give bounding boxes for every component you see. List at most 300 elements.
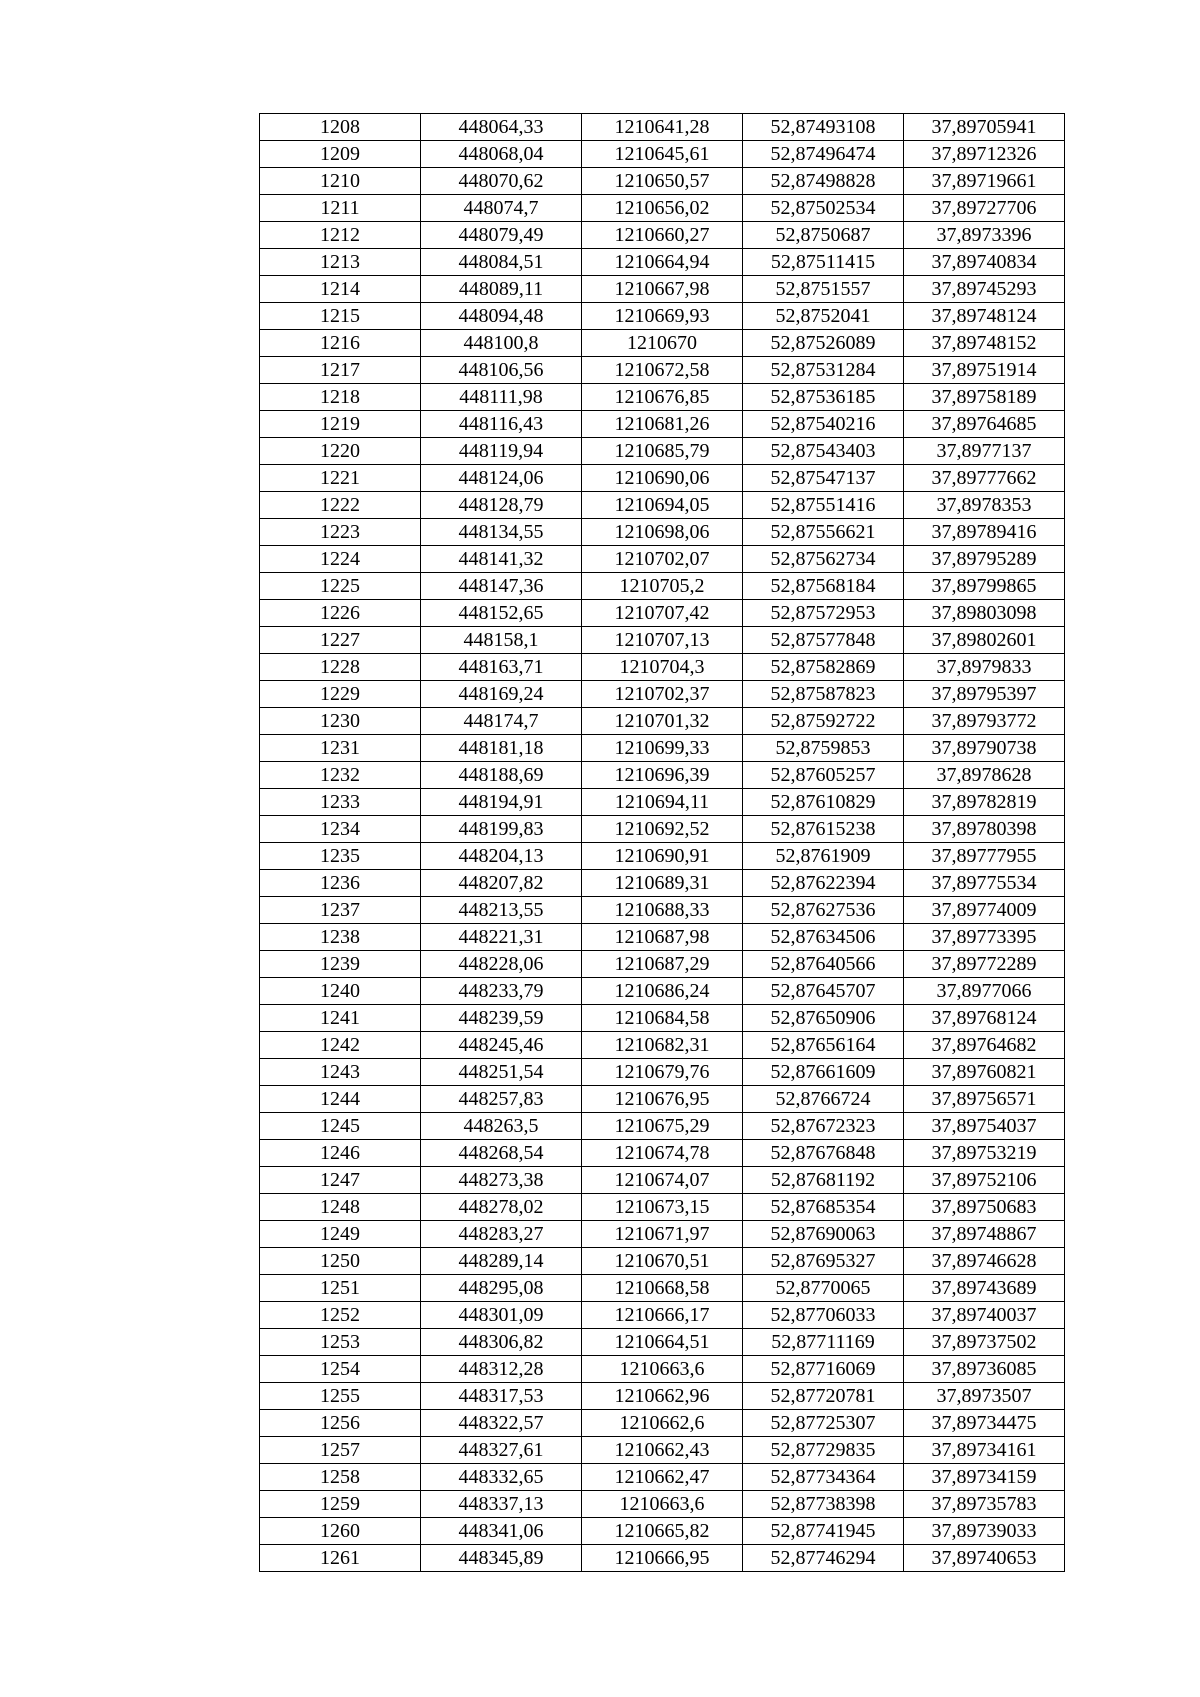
x-coordinate-cell: 448079,49 [421,222,582,249]
latitude-cell: 52,87577848 [743,627,904,654]
table-row [260,1518,1065,1545]
x-coordinate-cell: 448273,38 [421,1167,582,1194]
point-number-cell: 1240 [260,978,421,1005]
latitude-cell: 52,8759853 [743,735,904,762]
table-row [260,1167,1065,1194]
x-coordinate-cell: 448158,1 [421,627,582,654]
y-coordinate-cell: 1210704,3 [582,654,743,681]
latitude-cell: 52,87640566 [743,951,904,978]
x-coordinate-cell: 448263,5 [421,1113,582,1140]
y-coordinate-cell: 1210699,33 [582,735,743,762]
longitude-cell: 37,89799865 [904,573,1065,600]
x-coordinate-cell: 448332,65 [421,1464,582,1491]
y-coordinate-cell: 1210705,2 [582,573,743,600]
x-coordinate-cell: 448134,55 [421,519,582,546]
point-number-cell: 1214 [260,276,421,303]
y-coordinate-cell: 1210675,29 [582,1113,743,1140]
y-coordinate-cell: 1210694,11 [582,789,743,816]
latitude-cell: 52,8751557 [743,276,904,303]
x-coordinate-cell: 448337,13 [421,1491,582,1518]
point-number-cell: 1213 [260,249,421,276]
table-row [260,330,1065,357]
x-coordinate-cell: 448064,33 [421,114,582,141]
x-coordinate-cell: 448295,08 [421,1275,582,1302]
longitude-cell: 37,89756571 [904,1086,1065,1113]
table-row [260,1329,1065,1356]
latitude-cell: 52,8750687 [743,222,904,249]
point-number-cell: 1223 [260,519,421,546]
table-row [260,816,1065,843]
latitude-cell: 52,87627536 [743,897,904,924]
longitude-cell: 37,89748152 [904,330,1065,357]
x-coordinate-cell: 448174,7 [421,708,582,735]
latitude-cell: 52,87540216 [743,411,904,438]
longitude-cell: 37,89734475 [904,1410,1065,1437]
longitude-cell: 37,89764685 [904,411,1065,438]
longitude-cell: 37,89802601 [904,627,1065,654]
table-row [260,654,1065,681]
point-number-cell: 1250 [260,1248,421,1275]
latitude-cell: 52,87695327 [743,1248,904,1275]
longitude-cell: 37,89736085 [904,1356,1065,1383]
longitude-cell: 37,89705941 [904,114,1065,141]
latitude-cell: 52,87645707 [743,978,904,1005]
latitude-cell: 52,87746294 [743,1545,904,1572]
latitude-cell: 52,87615238 [743,816,904,843]
x-coordinate-cell: 448278,02 [421,1194,582,1221]
latitude-cell: 52,87672323 [743,1113,904,1140]
longitude-cell: 37,89803098 [904,600,1065,627]
point-number-cell: 1237 [260,897,421,924]
y-coordinate-cell: 1210689,31 [582,870,743,897]
point-number-cell: 1248 [260,1194,421,1221]
table-row [260,951,1065,978]
point-number-cell: 1244 [260,1086,421,1113]
latitude-cell: 52,87547137 [743,465,904,492]
latitude-cell: 52,87711169 [743,1329,904,1356]
longitude-cell: 37,89735783 [904,1491,1065,1518]
latitude-cell: 52,87511415 [743,249,904,276]
longitude-cell: 37,89772289 [904,951,1065,978]
table-row [260,141,1065,168]
latitude-cell: 52,8752041 [743,303,904,330]
point-number-cell: 1242 [260,1032,421,1059]
table-row [260,762,1065,789]
longitude-cell: 37,89743689 [904,1275,1065,1302]
point-number-cell: 1243 [260,1059,421,1086]
point-number-cell: 1260 [260,1518,421,1545]
y-coordinate-cell: 1210669,93 [582,303,743,330]
y-coordinate-cell: 1210698,06 [582,519,743,546]
point-number-cell: 1259 [260,1491,421,1518]
table-row [260,1491,1065,1518]
x-coordinate-cell: 448233,79 [421,978,582,1005]
table-row [260,627,1065,654]
longitude-cell: 37,8978353 [904,492,1065,519]
longitude-cell: 37,89780398 [904,816,1065,843]
point-number-cell: 1236 [260,870,421,897]
point-number-cell: 1221 [260,465,421,492]
latitude-cell: 52,87656164 [743,1032,904,1059]
y-coordinate-cell: 1210662,6 [582,1410,743,1437]
x-coordinate-cell: 448312,28 [421,1356,582,1383]
y-coordinate-cell: 1210666,95 [582,1545,743,1572]
y-coordinate-cell: 1210671,97 [582,1221,743,1248]
table-row [260,1302,1065,1329]
longitude-cell: 37,8973396 [904,222,1065,249]
longitude-cell: 37,89790738 [904,735,1065,762]
y-coordinate-cell: 1210656,02 [582,195,743,222]
latitude-cell: 52,8761909 [743,843,904,870]
table-row [260,1032,1065,1059]
y-coordinate-cell: 1210663,6 [582,1491,743,1518]
latitude-cell: 52,87634506 [743,924,904,951]
latitude-cell: 52,87568184 [743,573,904,600]
table-row [260,1221,1065,1248]
y-coordinate-cell: 1210670 [582,330,743,357]
x-coordinate-cell: 448322,57 [421,1410,582,1437]
point-number-cell: 1252 [260,1302,421,1329]
x-coordinate-cell: 448327,61 [421,1437,582,1464]
table-row [260,357,1065,384]
x-coordinate-cell: 448268,54 [421,1140,582,1167]
point-number-cell: 1255 [260,1383,421,1410]
table-row [260,249,1065,276]
y-coordinate-cell: 1210701,32 [582,708,743,735]
latitude-cell: 52,87526089 [743,330,904,357]
latitude-cell: 52,87502534 [743,195,904,222]
x-coordinate-cell: 448124,06 [421,465,582,492]
x-coordinate-cell: 448084,51 [421,249,582,276]
table-row [260,114,1065,141]
y-coordinate-cell: 1210674,78 [582,1140,743,1167]
latitude-cell: 52,87741945 [743,1518,904,1545]
table-row [260,1113,1065,1140]
table-row [260,708,1065,735]
latitude-cell: 52,87496474 [743,141,904,168]
x-coordinate-cell: 448111,98 [421,384,582,411]
table-row [260,600,1065,627]
x-coordinate-cell: 448194,91 [421,789,582,816]
y-coordinate-cell: 1210694,05 [582,492,743,519]
x-coordinate-cell: 448074,7 [421,195,582,222]
y-coordinate-cell: 1210707,13 [582,627,743,654]
x-coordinate-cell: 448106,56 [421,357,582,384]
point-number-cell: 1219 [260,411,421,438]
table-row [260,519,1065,546]
longitude-cell: 37,89734161 [904,1437,1065,1464]
y-coordinate-cell: 1210650,57 [582,168,743,195]
longitude-cell: 37,89753219 [904,1140,1065,1167]
latitude-cell: 52,87531284 [743,357,904,384]
y-coordinate-cell: 1210676,95 [582,1086,743,1113]
point-number-cell: 1245 [260,1113,421,1140]
x-coordinate-cell: 448257,83 [421,1086,582,1113]
longitude-cell: 37,89734159 [904,1464,1065,1491]
table-row [260,1410,1065,1437]
point-number-cell: 1229 [260,681,421,708]
longitude-cell: 37,89773395 [904,924,1065,951]
latitude-cell: 52,87650906 [743,1005,904,1032]
point-number-cell: 1231 [260,735,421,762]
point-number-cell: 1247 [260,1167,421,1194]
point-number-cell: 1253 [260,1329,421,1356]
table-row [260,789,1065,816]
latitude-cell: 52,87729835 [743,1437,904,1464]
longitude-cell: 37,89746628 [904,1248,1065,1275]
y-coordinate-cell: 1210690,91 [582,843,743,870]
table-row [260,1437,1065,1464]
table-row [260,465,1065,492]
longitude-cell: 37,89748867 [904,1221,1065,1248]
y-coordinate-cell: 1210665,82 [582,1518,743,1545]
y-coordinate-cell: 1210660,27 [582,222,743,249]
y-coordinate-cell: 1210682,31 [582,1032,743,1059]
x-coordinate-cell: 448141,32 [421,546,582,573]
longitude-cell: 37,89740037 [904,1302,1065,1329]
longitude-cell: 37,8973507 [904,1383,1065,1410]
latitude-cell: 52,87706033 [743,1302,904,1329]
longitude-cell: 37,89719661 [904,168,1065,195]
latitude-cell: 52,87493108 [743,114,904,141]
point-number-cell: 1208 [260,114,421,141]
point-number-cell: 1261 [260,1545,421,1572]
latitude-cell: 52,87690063 [743,1221,904,1248]
point-number-cell: 1258 [260,1464,421,1491]
latitude-cell: 52,87543403 [743,438,904,465]
longitude-cell: 37,89745293 [904,276,1065,303]
x-coordinate-cell: 448341,06 [421,1518,582,1545]
longitude-cell: 37,8977137 [904,438,1065,465]
point-number-cell: 1233 [260,789,421,816]
point-number-cell: 1235 [260,843,421,870]
latitude-cell: 52,87738398 [743,1491,904,1518]
point-number-cell: 1238 [260,924,421,951]
point-number-cell: 1225 [260,573,421,600]
y-coordinate-cell: 1210667,98 [582,276,743,303]
x-coordinate-cell: 448213,55 [421,897,582,924]
x-coordinate-cell: 448239,59 [421,1005,582,1032]
point-number-cell: 1227 [260,627,421,654]
x-coordinate-cell: 448181,18 [421,735,582,762]
point-number-cell: 1216 [260,330,421,357]
y-coordinate-cell: 1210672,58 [582,357,743,384]
longitude-cell: 37,89758189 [904,384,1065,411]
y-coordinate-cell: 1210666,17 [582,1302,743,1329]
longitude-cell: 37,89795397 [904,681,1065,708]
longitude-cell: 37,8978628 [904,762,1065,789]
table-row [260,1086,1065,1113]
table-row [260,870,1065,897]
x-coordinate-cell: 448152,65 [421,600,582,627]
point-number-cell: 1257 [260,1437,421,1464]
y-coordinate-cell: 1210690,06 [582,465,743,492]
latitude-cell: 52,87536185 [743,384,904,411]
longitude-cell: 37,89750683 [904,1194,1065,1221]
point-number-cell: 1232 [260,762,421,789]
point-number-cell: 1228 [260,654,421,681]
latitude-cell: 52,87610829 [743,789,904,816]
latitude-cell: 52,87734364 [743,1464,904,1491]
latitude-cell: 52,87562734 [743,546,904,573]
point-number-cell: 1246 [260,1140,421,1167]
y-coordinate-cell: 1210664,51 [582,1329,743,1356]
y-coordinate-cell: 1210641,28 [582,114,743,141]
longitude-cell: 37,89793772 [904,708,1065,735]
longitude-cell: 37,89740653 [904,1545,1065,1572]
x-coordinate-cell: 448169,24 [421,681,582,708]
y-coordinate-cell: 1210696,39 [582,762,743,789]
longitude-cell: 37,89782819 [904,789,1065,816]
point-number-cell: 1254 [260,1356,421,1383]
latitude-cell: 52,87556621 [743,519,904,546]
longitude-cell: 37,89774009 [904,897,1065,924]
latitude-cell: 52,87676848 [743,1140,904,1167]
table-row [260,1059,1065,1086]
point-number-cell: 1226 [260,600,421,627]
y-coordinate-cell: 1210676,85 [582,384,743,411]
x-coordinate-cell: 448283,27 [421,1221,582,1248]
longitude-cell: 37,89768124 [904,1005,1065,1032]
point-number-cell: 1210 [260,168,421,195]
table-row [260,573,1065,600]
x-coordinate-cell: 448100,8 [421,330,582,357]
x-coordinate-cell: 448163,71 [421,654,582,681]
point-number-cell: 1212 [260,222,421,249]
point-number-cell: 1251 [260,1275,421,1302]
table-row [260,1248,1065,1275]
latitude-cell: 52,8770065 [743,1275,904,1302]
table-row [260,1005,1065,1032]
coordinates-table [259,113,1065,1572]
longitude-cell: 37,89777662 [904,465,1065,492]
x-coordinate-cell: 448345,89 [421,1545,582,1572]
point-number-cell: 1230 [260,708,421,735]
table-row [260,1383,1065,1410]
x-coordinate-cell: 448289,14 [421,1248,582,1275]
table-row [260,384,1065,411]
latitude-cell: 52,87661609 [743,1059,904,1086]
x-coordinate-cell: 448228,06 [421,951,582,978]
point-number-cell: 1217 [260,357,421,384]
point-number-cell: 1224 [260,546,421,573]
x-coordinate-cell: 448301,09 [421,1302,582,1329]
longitude-cell: 37,89752106 [904,1167,1065,1194]
table-row [260,978,1065,1005]
x-coordinate-cell: 448147,36 [421,573,582,600]
table-row [260,411,1065,438]
longitude-cell: 37,89789416 [904,519,1065,546]
x-coordinate-cell: 448128,79 [421,492,582,519]
x-coordinate-cell: 448188,69 [421,762,582,789]
latitude-cell: 52,87582869 [743,654,904,681]
point-number-cell: 1249 [260,1221,421,1248]
coordinates-table-body [260,114,1065,1572]
latitude-cell: 52,87725307 [743,1410,904,1437]
x-coordinate-cell: 448221,31 [421,924,582,951]
y-coordinate-cell: 1210687,29 [582,951,743,978]
x-coordinate-cell: 448245,46 [421,1032,582,1059]
x-coordinate-cell: 448094,48 [421,303,582,330]
table-row [260,438,1065,465]
x-coordinate-cell: 448204,13 [421,843,582,870]
table-row [260,1356,1065,1383]
y-coordinate-cell: 1210662,43 [582,1437,743,1464]
latitude-cell: 52,87716069 [743,1356,904,1383]
longitude-cell: 37,89712326 [904,141,1065,168]
point-number-cell: 1239 [260,951,421,978]
x-coordinate-cell: 448089,11 [421,276,582,303]
latitude-cell: 52,87681192 [743,1167,904,1194]
y-coordinate-cell: 1210686,24 [582,978,743,1005]
point-number-cell: 1241 [260,1005,421,1032]
table-row [260,1194,1065,1221]
x-coordinate-cell: 448306,82 [421,1329,582,1356]
table-row [260,1545,1065,1572]
table-row [260,897,1065,924]
point-number-cell: 1209 [260,141,421,168]
table-row [260,1140,1065,1167]
longitude-cell: 37,89748124 [904,303,1065,330]
longitude-cell: 37,89760821 [904,1059,1065,1086]
point-number-cell: 1211 [260,195,421,222]
latitude-cell: 52,87685354 [743,1194,904,1221]
table-row [260,1275,1065,1302]
x-coordinate-cell: 448251,54 [421,1059,582,1086]
x-coordinate-cell: 448070,62 [421,168,582,195]
y-coordinate-cell: 1210687,98 [582,924,743,951]
longitude-cell: 37,89727706 [904,195,1065,222]
point-number-cell: 1215 [260,303,421,330]
latitude-cell: 52,87587823 [743,681,904,708]
table-row [260,303,1065,330]
latitude-cell: 52,87498828 [743,168,904,195]
table-row [260,924,1065,951]
table-row [260,843,1065,870]
x-coordinate-cell: 448207,82 [421,870,582,897]
latitude-cell: 52,87720781 [743,1383,904,1410]
table-row [260,195,1065,222]
table-row [260,735,1065,762]
y-coordinate-cell: 1210681,26 [582,411,743,438]
latitude-cell: 52,8766724 [743,1086,904,1113]
y-coordinate-cell: 1210662,96 [582,1383,743,1410]
y-coordinate-cell: 1210679,76 [582,1059,743,1086]
point-number-cell: 1234 [260,816,421,843]
longitude-cell: 37,8979833 [904,654,1065,681]
table-row [260,168,1065,195]
y-coordinate-cell: 1210684,58 [582,1005,743,1032]
y-coordinate-cell: 1210707,42 [582,600,743,627]
point-number-cell: 1256 [260,1410,421,1437]
table-row [260,546,1065,573]
longitude-cell: 37,89795289 [904,546,1065,573]
y-coordinate-cell: 1210674,07 [582,1167,743,1194]
x-coordinate-cell: 448317,53 [421,1383,582,1410]
latitude-cell: 52,87572953 [743,600,904,627]
y-coordinate-cell: 1210692,52 [582,816,743,843]
longitude-cell: 37,89751914 [904,357,1065,384]
y-coordinate-cell: 1210645,61 [582,141,743,168]
table-row [260,276,1065,303]
y-coordinate-cell: 1210662,47 [582,1464,743,1491]
y-coordinate-cell: 1210663,6 [582,1356,743,1383]
longitude-cell: 37,89754037 [904,1113,1065,1140]
latitude-cell: 52,87551416 [743,492,904,519]
x-coordinate-cell: 448116,43 [421,411,582,438]
y-coordinate-cell: 1210673,15 [582,1194,743,1221]
x-coordinate-cell: 448068,04 [421,141,582,168]
